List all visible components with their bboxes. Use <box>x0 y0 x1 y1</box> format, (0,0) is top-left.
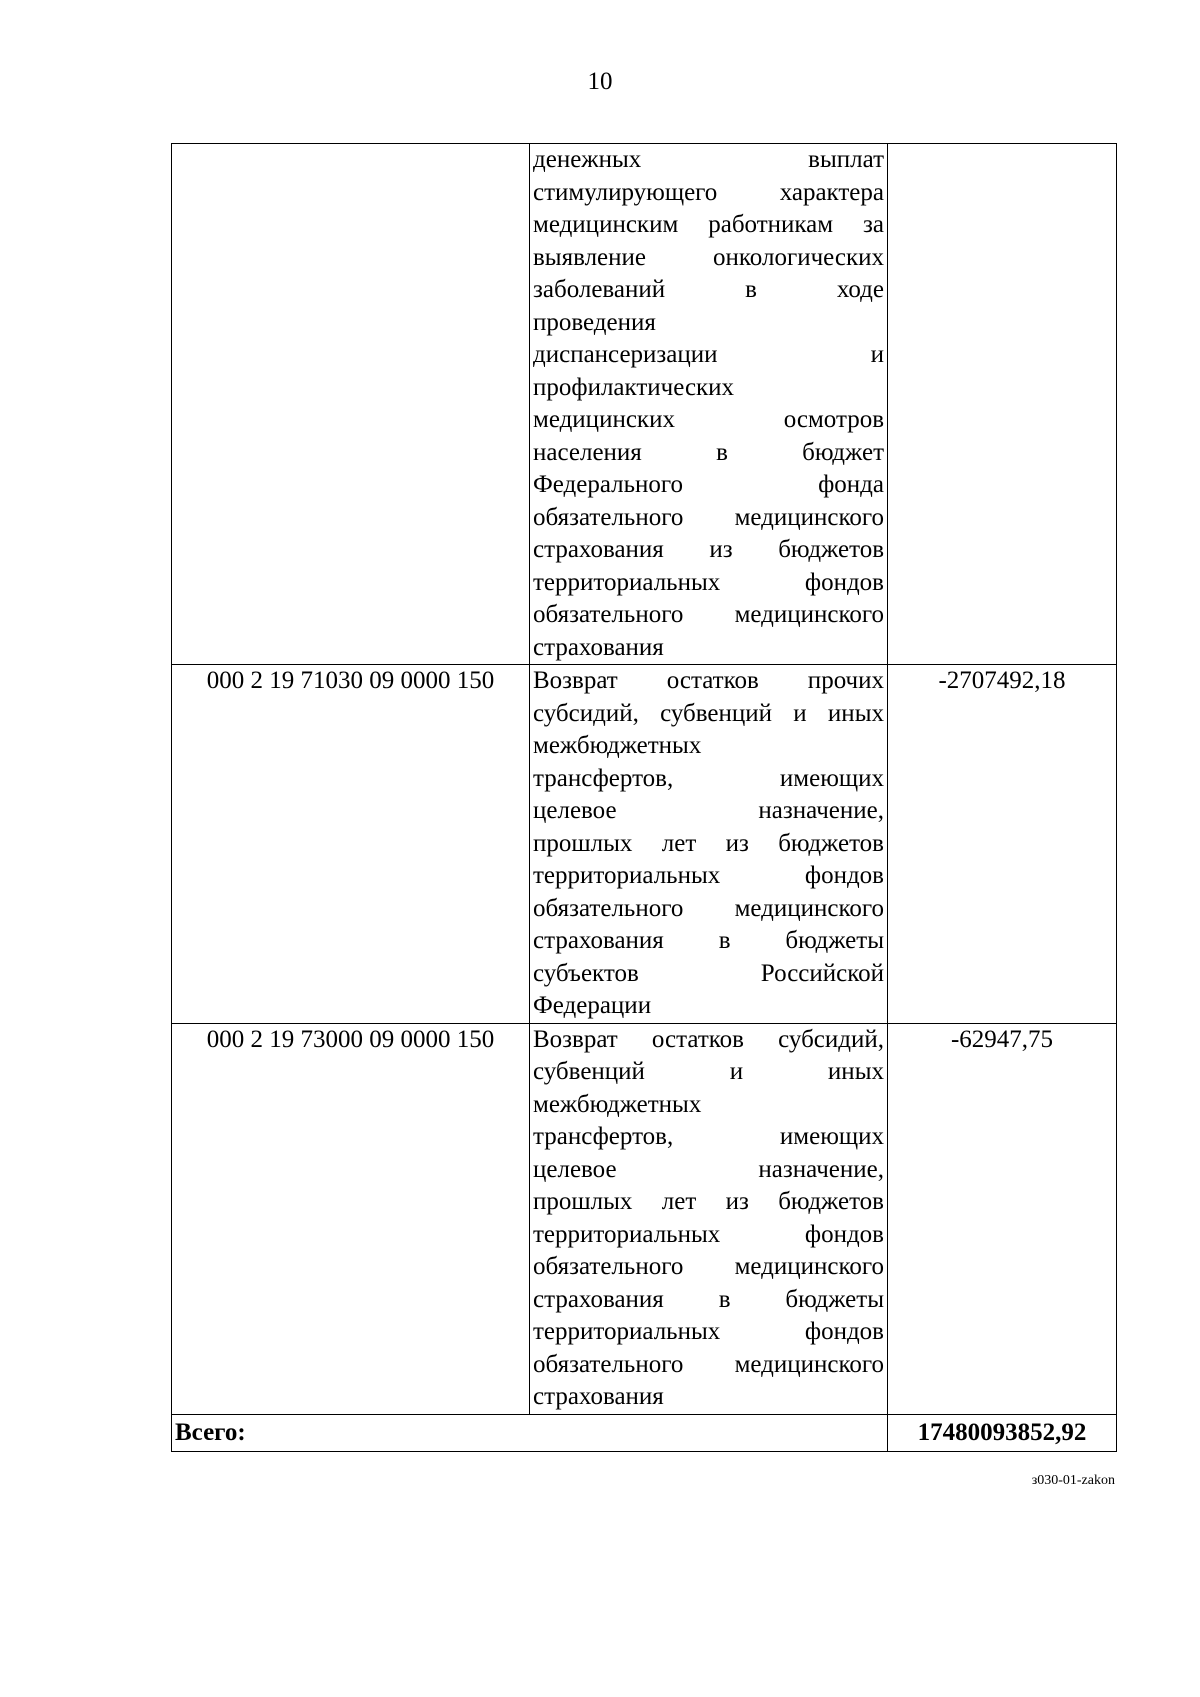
budget-code-cell <box>172 144 530 665</box>
table-body <box>172 144 1117 1452</box>
description-line: страхования из бюджетов <box>533 536 884 563</box>
description-line: субъектов Российской <box>533 959 884 987</box>
description-line: трансфертов, имеющих <box>533 764 884 792</box>
description-line: медицинских осмотров <box>533 406 884 433</box>
description-line: страхования в бюджеты <box>533 1285 884 1313</box>
description-line: денежных выплат <box>533 146 884 173</box>
budget-code-cell: 000 2 19 71030 09 0000 150 <box>172 665 530 1024</box>
description-cell <box>530 665 888 1024</box>
total-amount: 17480093852,92 <box>888 1414 1117 1451</box>
description-line: медицинским работникам за <box>533 211 884 238</box>
amount-cell: -2707492,18 <box>888 665 1117 1024</box>
description-line: обязательного медицинского <box>533 1350 884 1378</box>
description-line: проведения <box>533 308 656 336</box>
description-line: заболеваний в ходе <box>533 276 884 303</box>
description-line: выявление онкологических <box>533 243 884 271</box>
description-line: целевое назначение, <box>533 797 884 824</box>
description-line: территориальных фондов <box>533 568 884 596</box>
description-line: прошлых лет из бюджетов <box>533 1188 884 1215</box>
description-line: трансфертов, имеющих <box>533 1123 884 1150</box>
table-row <box>172 665 1117 1024</box>
description-line: обязательного медицинского <box>533 503 884 531</box>
description-line: межбюджетных <box>533 732 702 759</box>
description-line: обязательного медицинского <box>533 1253 884 1280</box>
amount-cell: -62947,75 <box>888 1023 1117 1414</box>
description-line: прошлых лет из бюджетов <box>533 829 884 857</box>
description-cell <box>530 1023 888 1414</box>
description-line: субсидий, субвенций и иных <box>533 699 884 727</box>
description-line: страхования <box>533 1383 664 1410</box>
description-line: профилактических <box>533 373 735 401</box>
budget-code-cell: 000 2 19 73000 09 0000 150 <box>172 1023 530 1414</box>
description-line: территориальных фондов <box>533 1220 884 1248</box>
description-line: Федерального фонда <box>533 471 884 498</box>
table-row <box>172 144 1117 665</box>
page-number: 10 <box>587 68 613 95</box>
description-line: Возврат остатков субсидий, <box>533 1025 884 1053</box>
description-line: территориальных фондов <box>533 862 884 889</box>
table-row <box>172 1023 1117 1414</box>
amount-cell <box>888 144 1117 665</box>
budget-table <box>171 143 1117 1452</box>
description-line: страхования в бюджеты <box>533 927 884 954</box>
description-line: диспансеризации и <box>533 341 884 368</box>
description-line: целевое назначение, <box>533 1155 884 1183</box>
description-line: межбюджетных <box>533 1090 702 1118</box>
description-cell <box>530 144 888 665</box>
description-line: Возврат остатков прочих <box>533 667 884 694</box>
description-line: субвенций и иных <box>533 1058 884 1085</box>
description-line: территориальных фондов <box>533 1318 884 1345</box>
description-line: населения в бюджет <box>533 438 884 466</box>
description-line: обязательного медицинского <box>533 601 884 628</box>
description-line: страхования <box>533 633 664 661</box>
description-line: обязательного медицинского <box>533 894 884 922</box>
total-label: Всего: <box>172 1414 888 1451</box>
description-line: Федерации <box>533 992 652 1019</box>
total-row <box>172 1414 1117 1451</box>
document-footer-code: з030-01-zakon <box>1031 1473 1115 1488</box>
description-line: стимулирующего характера <box>533 178 884 206</box>
